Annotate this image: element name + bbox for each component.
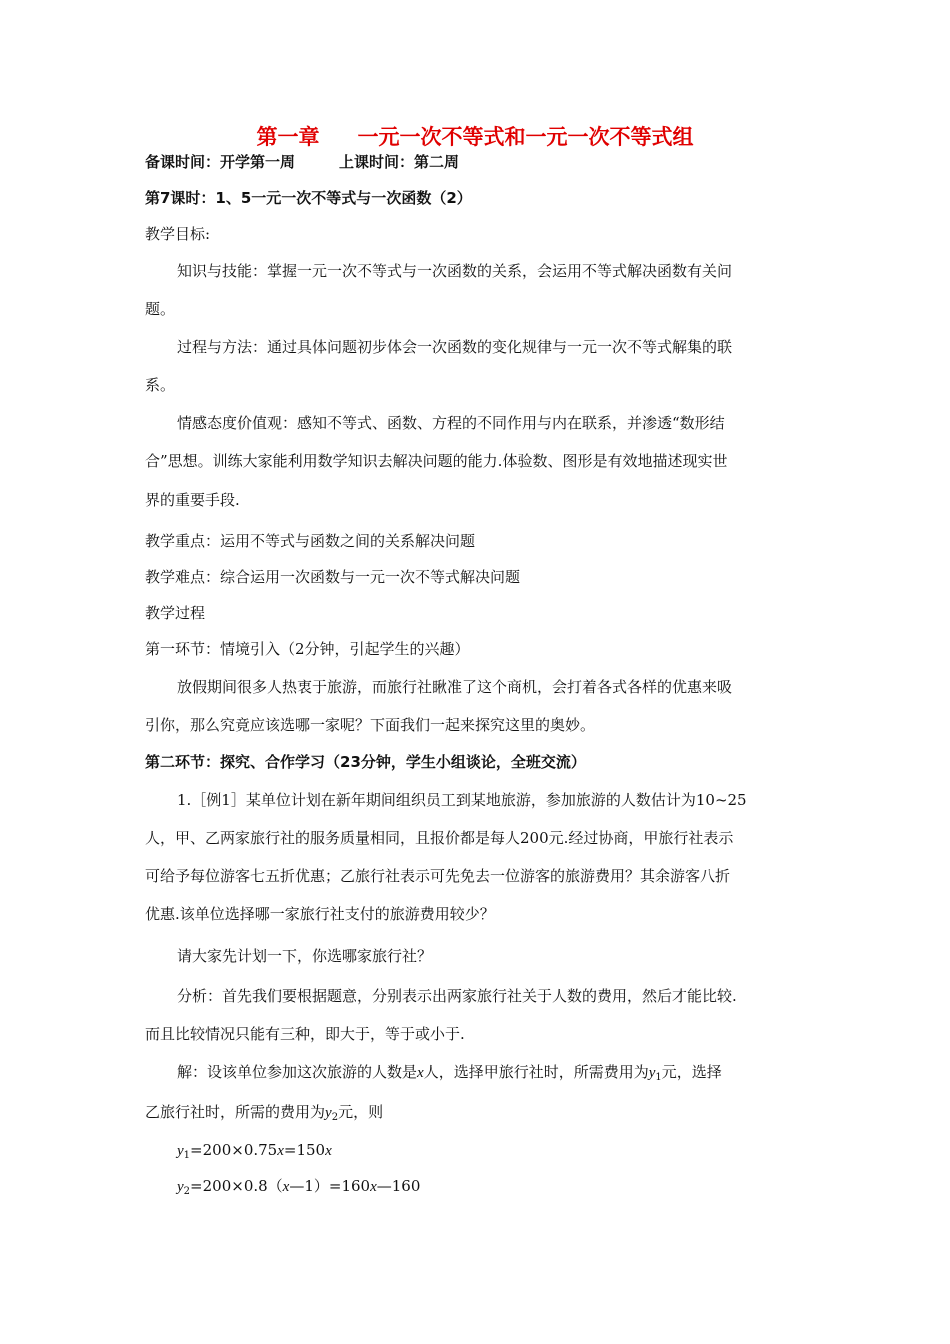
eq2-var: y xyxy=(177,1179,184,1195)
eq1-x2: x xyxy=(325,1143,332,1159)
equation-y1 xyxy=(177,1140,332,1161)
goal-emotion-line3: 界的重要手段. xyxy=(145,491,240,509)
goals-label: 教学目标: xyxy=(145,225,211,243)
solution-text-b: 人，选择甲旅行社时，所需费用为 xyxy=(423,1063,649,1081)
equation-y2 xyxy=(177,1176,420,1197)
eq2-x: x xyxy=(282,1179,290,1195)
goal-process-line1: 过程与方法：通过具体问题初步体会一次函数的变化规律与一元一次不等式解集的联 xyxy=(177,338,733,356)
solution-text-c: 元，选择 xyxy=(661,1063,722,1081)
goal-knowledge-line2: 题。 xyxy=(145,300,176,318)
chapter-number: 第一章 xyxy=(256,125,320,149)
section1-heading: 第一环节：情境引入（2分钟，引起学生的兴趣） xyxy=(145,640,470,658)
solution-line2 xyxy=(145,1102,383,1123)
goal-process-line2: 系。 xyxy=(145,376,176,394)
schedule-line xyxy=(145,152,459,172)
analysis-line2: 而且比较情况只能有三种，即大于，等于或小于. xyxy=(145,1025,465,1043)
eq2-subscript: 2 xyxy=(183,1186,191,1197)
var-x: x xyxy=(417,1065,424,1081)
goal-emotion-line2: 合”思想。训练大家能利用数学知识去解决问题的能力.体验数、图形是有效地描述现实世 xyxy=(145,452,728,470)
process-label: 教学过程 xyxy=(145,604,206,622)
section1-para-line1: 放假期间很多人热衷于旅游，而旅行社瞅准了这个商机，会打着各式各样的优惠来吸 xyxy=(177,678,733,696)
solution2-text-a: 乙旅行社时，所需的费用为 xyxy=(145,1103,326,1121)
class-time: 上课时间：第二周 xyxy=(339,153,460,171)
eq2-mid: =200×0.8（ xyxy=(190,1177,283,1195)
section1-para-line2: 引你，那么究竟应该选哪一家呢？下面我们一起来探究这里的奥妙。 xyxy=(145,716,596,734)
eq2-rhs: —1）=160 xyxy=(289,1177,371,1195)
goal-knowledge-line1: 知识与技能：掌握一元一次不等式与一次函数的关系，会运用不等式解决函数有关问 xyxy=(177,262,733,280)
solution-text-a: 解：设该单位参加这次旅游的人数是 xyxy=(177,1063,418,1081)
prep-time: 备课时间：开学第一周 xyxy=(145,153,296,171)
example-line1: 1.［例1］某单位计划在新年期间组织员工到某地旅游，参加旅游的人数估计为10~25 xyxy=(177,791,747,809)
question-line: 请大家先计划一下，你选哪家旅行社？ xyxy=(177,947,433,965)
key-points: 教学重点：运用不等式与函数之间的关系解决问题 xyxy=(145,532,476,550)
lesson-heading: 第7课时：1、5一元一次不等式与一次函数（2） xyxy=(145,189,472,207)
chapter-name: 一元一次不等式和一元一次不等式组 xyxy=(357,125,694,149)
var-y1-subscript: 1 xyxy=(655,1072,662,1083)
eq1-subscript: 1 xyxy=(183,1150,191,1161)
eq2-x2: x xyxy=(370,1179,377,1195)
var-y2-subscript: 2 xyxy=(331,1112,339,1123)
eq1-rhs: =150 xyxy=(283,1141,326,1159)
example-line3: 可给予每位游客七五折优惠；乙旅行社表示可先免去一位游客的旅游费用？其余游客八折 xyxy=(145,867,731,885)
var-y2: y xyxy=(325,1105,332,1121)
example-line2: 人，甲、乙两家旅行社的服务质量相同，且报价都是每人200元.经过协商，甲旅行社表示 xyxy=(145,829,734,847)
eq1-x: x xyxy=(277,1143,284,1159)
section2-heading: 第二环节：探究、合作学习（23分钟，学生小组谈论，全班交流） xyxy=(145,753,586,771)
example-line4: 优惠.该单位选择哪一家旅行社支付的旅游费用较少？ xyxy=(145,905,495,923)
eq1-var: y xyxy=(177,1143,184,1159)
solution2-text-b: 元，则 xyxy=(338,1103,384,1121)
var-y1: y xyxy=(648,1065,656,1081)
goal-emotion-line1: 情感态度价值观：感知不等式、函数、方程的不同作用与内在联系，并渗透“数形结 xyxy=(177,414,725,432)
difficulties: 教学难点：综合运用一次函数与一元一次不等式解决问题 xyxy=(145,568,521,586)
solution-line1 xyxy=(177,1062,722,1083)
eq2-tail: —160 xyxy=(376,1177,421,1195)
eq1-mid: =200×0.75 xyxy=(190,1141,278,1159)
analysis-line1: 分析：首先我们要根据题意，分别表示出两家旅行社关于人数的费用，然后才能比较. xyxy=(177,987,737,1005)
chapter-title xyxy=(0,124,950,150)
